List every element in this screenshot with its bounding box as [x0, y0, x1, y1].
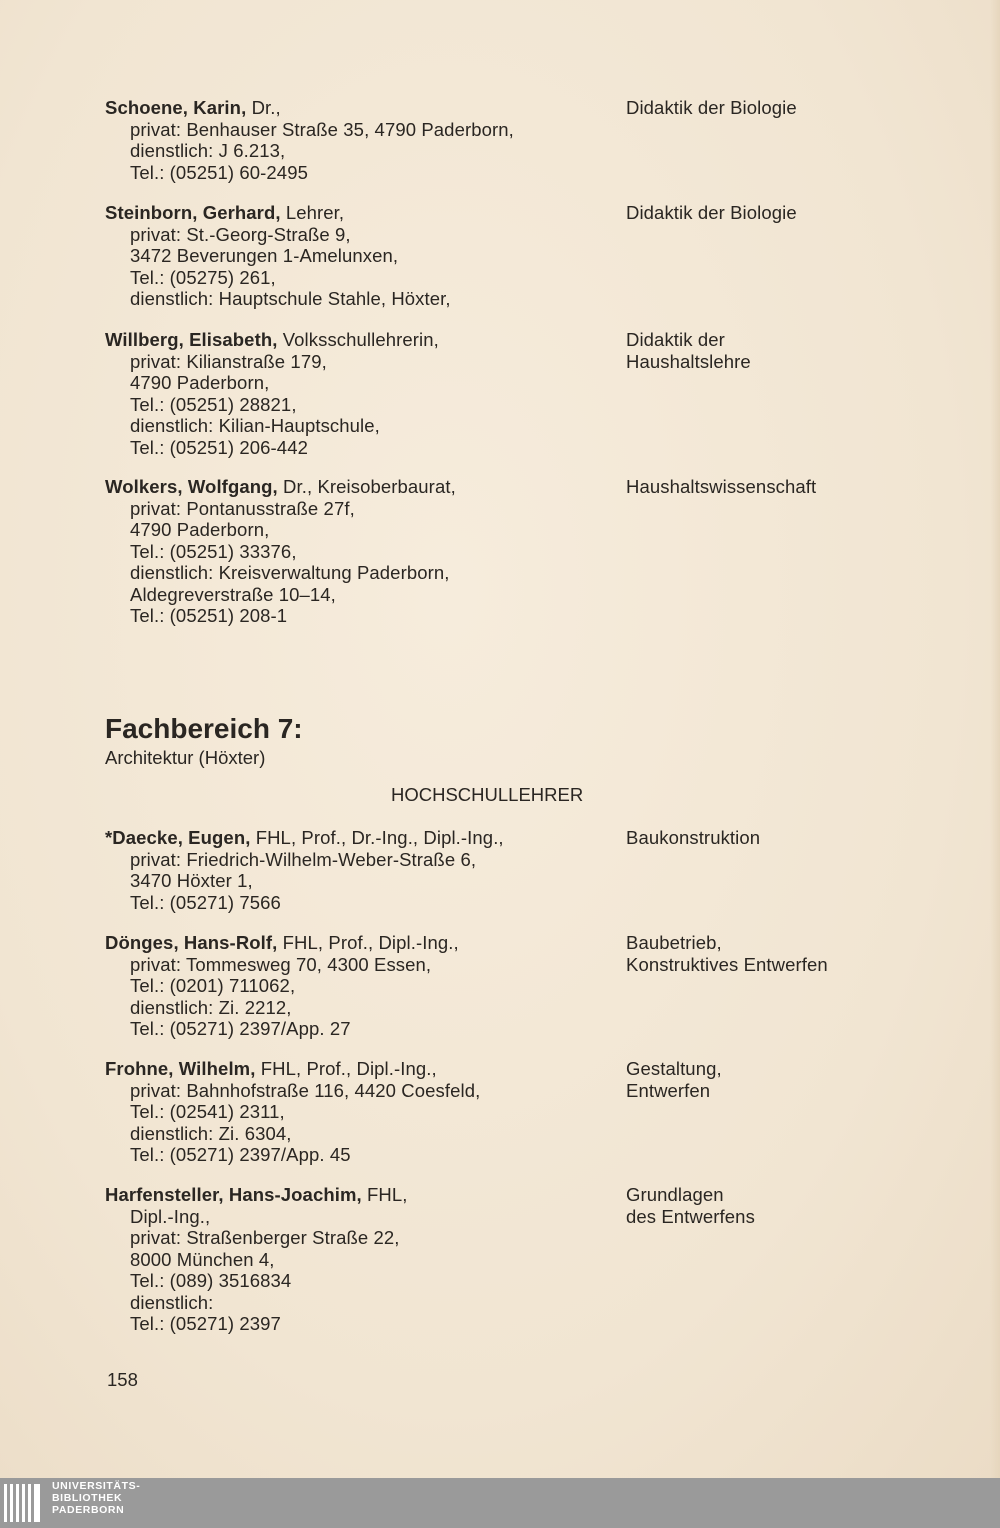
entry-name: Willberg, Elisabeth,: [105, 329, 278, 350]
entry-name: Dönges, Hans-Rolf,: [105, 932, 278, 953]
entry-line: privat: Pontanusstraße 27f,: [130, 497, 355, 519]
library-name-line: BIBLIOTHEK: [52, 1492, 123, 1504]
library-footer: [0, 1478, 1000, 1528]
entry-line: Tel.: (05271) 2397: [130, 1313, 281, 1334]
entry-doenges: [105, 932, 1000, 1040]
entry-line: privat: St.-Georg-Straße 9,: [130, 223, 351, 245]
entry-subject: [626, 827, 906, 849]
entry-line: 3470 Höxter 1,: [130, 870, 253, 891]
entry-title: FHL, Prof., Dr.-Ing., Dipl.-Ing.,: [250, 827, 504, 848]
entry-line: privat: Kilianstraße 179,: [130, 350, 327, 372]
entry-line: 4790 Paderborn,: [130, 372, 270, 393]
entry-willberg: [105, 329, 1000, 458]
entry-line: Tel.: (05275) 261,: [130, 266, 276, 288]
section-title: Fachbereich 7:: [105, 713, 303, 744]
entry-line: Dipl.-Ing.,: [130, 1205, 211, 1227]
entry-line: privat: Straßenberger Straße 22,: [130, 1227, 400, 1248]
entry-line: Tel.: (05271) 2397/App. 27: [130, 1018, 351, 1039]
entry-line: Tel.: (05271) 2397/App. 45: [130, 1144, 351, 1165]
entry-title: FHL, Prof., Dipl.-Ing.,: [255, 1058, 437, 1079]
entry-line: Tel.: (05251) 206-442: [130, 436, 308, 458]
entry-line: Tel.: (089) 3516834: [130, 1270, 292, 1291]
subject-line: Haushaltslehre: [626, 350, 751, 372]
entry-line: dienstlich: Hauptschule Stahle, Höxter,: [130, 288, 451, 309]
entry-line: 8000 München 4,: [130, 1248, 275, 1270]
subject-line: Gestaltung,: [626, 1058, 722, 1079]
subject-line: Entwerfen: [626, 1079, 711, 1101]
entry-harfensteller: [105, 1184, 1000, 1335]
entry-line: dienstlich: J 6.213,: [130, 140, 286, 161]
entry-line: Tel.: (02541) 2311,: [130, 1101, 285, 1122]
subject-line: Konstruktives Entwerfen: [626, 953, 828, 975]
entry-title: Dr.,: [246, 97, 281, 118]
entry-line: privat: Bahnhofstraße 116, 4420 Coesfeld,: [130, 1079, 481, 1101]
entry-title: Dr., Kreisoberbaurat,: [277, 476, 456, 497]
entry-subject: [626, 1058, 906, 1101]
subject-line: Baukonstruktion: [626, 827, 761, 848]
subject-line: Grundlagen: [626, 1184, 724, 1205]
entry-daecke: [105, 827, 1000, 913]
entry-name: *Daecke, Eugen,: [105, 827, 251, 848]
entry-name: Steinborn, Gerhard,: [105, 202, 281, 223]
entry-subject: [626, 1184, 906, 1227]
entry-line: 3472 Beverungen 1-Amelunxen,: [130, 245, 399, 266]
entry-subject: [626, 932, 906, 975]
entry-line: dienstlich: Kreisverwaltung Paderborn,: [130, 562, 450, 583]
entry-subject: [626, 329, 906, 372]
entry-subject: [626, 202, 906, 224]
entry-line: dienstlich: Kilian-Hauptschule,: [130, 415, 380, 436]
subject-line: Didaktik der Biologie: [626, 97, 797, 118]
entry-line: Tel.: (05271) 7566: [130, 891, 281, 913]
entry-frohne: [105, 1058, 1000, 1166]
entry-line: dienstlich: Zi. 6304,: [130, 1122, 292, 1144]
entry-name: Harfensteller, Hans-Joachim,: [105, 1184, 362, 1205]
entry-schoene: [105, 97, 1000, 183]
entry-name: Frohne, Wilhelm,: [105, 1058, 256, 1079]
entry-line: dienstlich: Zi. 2212,: [130, 996, 292, 1018]
section-subtitle: Architektur (Höxter): [105, 747, 266, 768]
subject-line: Didaktik der: [626, 329, 725, 350]
page-number: 158: [107, 1369, 138, 1390]
entry-wolkers: [105, 476, 1000, 627]
entry-line: Tel.: (05251) 60-2495: [130, 161, 308, 183]
entry-line: Aldegreverstraße 10–14,: [130, 583, 336, 605]
entry-line: privat: Benhauser Straße 35, 4790 Paderborn,: [130, 118, 514, 140]
entry-line: 4790 Paderborn,: [130, 519, 270, 540]
entry-line: privat: Friedrich-Wilhelm-Weber-Straße 6,: [130, 848, 477, 870]
entry-name: Schoene, Karin,: [105, 97, 247, 118]
library-name: [52, 1480, 140, 1516]
entry-line: Tel.: (05251) 28821,: [130, 393, 297, 415]
entry-name: Wolkers, Wolfgang,: [105, 476, 278, 497]
subject-line: Baubetrieb,: [626, 932, 722, 953]
entry-title: Volksschullehrerin,: [277, 329, 439, 350]
subject-line: Didaktik der Biologie: [626, 202, 797, 223]
entry-line: privat: Tommesweg 70, 4300 Essen,: [130, 953, 432, 975]
entry-title: Lehrer,: [280, 202, 345, 223]
library-name-line: PADERBORN: [52, 1504, 125, 1516]
entry-line: Tel.: (05251) 208-1: [130, 605, 288, 626]
library-name-line: UNIVERSITÄTS-: [52, 1480, 141, 1492]
entry-line: Tel.: (05251) 33376,: [130, 540, 297, 562]
entry-subject: [626, 476, 906, 498]
subject-line: des Entwerfens: [626, 1205, 755, 1227]
section-heading: HOCHSCHULLEHRER: [391, 784, 584, 805]
entry-line: dienstlich:: [130, 1291, 214, 1313]
entry-subject: [626, 97, 906, 119]
entry-title: FHL,: [361, 1184, 408, 1205]
entry-line: Tel.: (0201) 711062,: [130, 975, 296, 996]
library-barcode-logo-icon: [4, 1484, 46, 1524]
subject-line: Haushaltswissenschaft: [626, 476, 817, 497]
entry-title: FHL, Prof., Dipl.-Ing.,: [277, 932, 459, 953]
entry-steinborn: [105, 202, 1000, 310]
